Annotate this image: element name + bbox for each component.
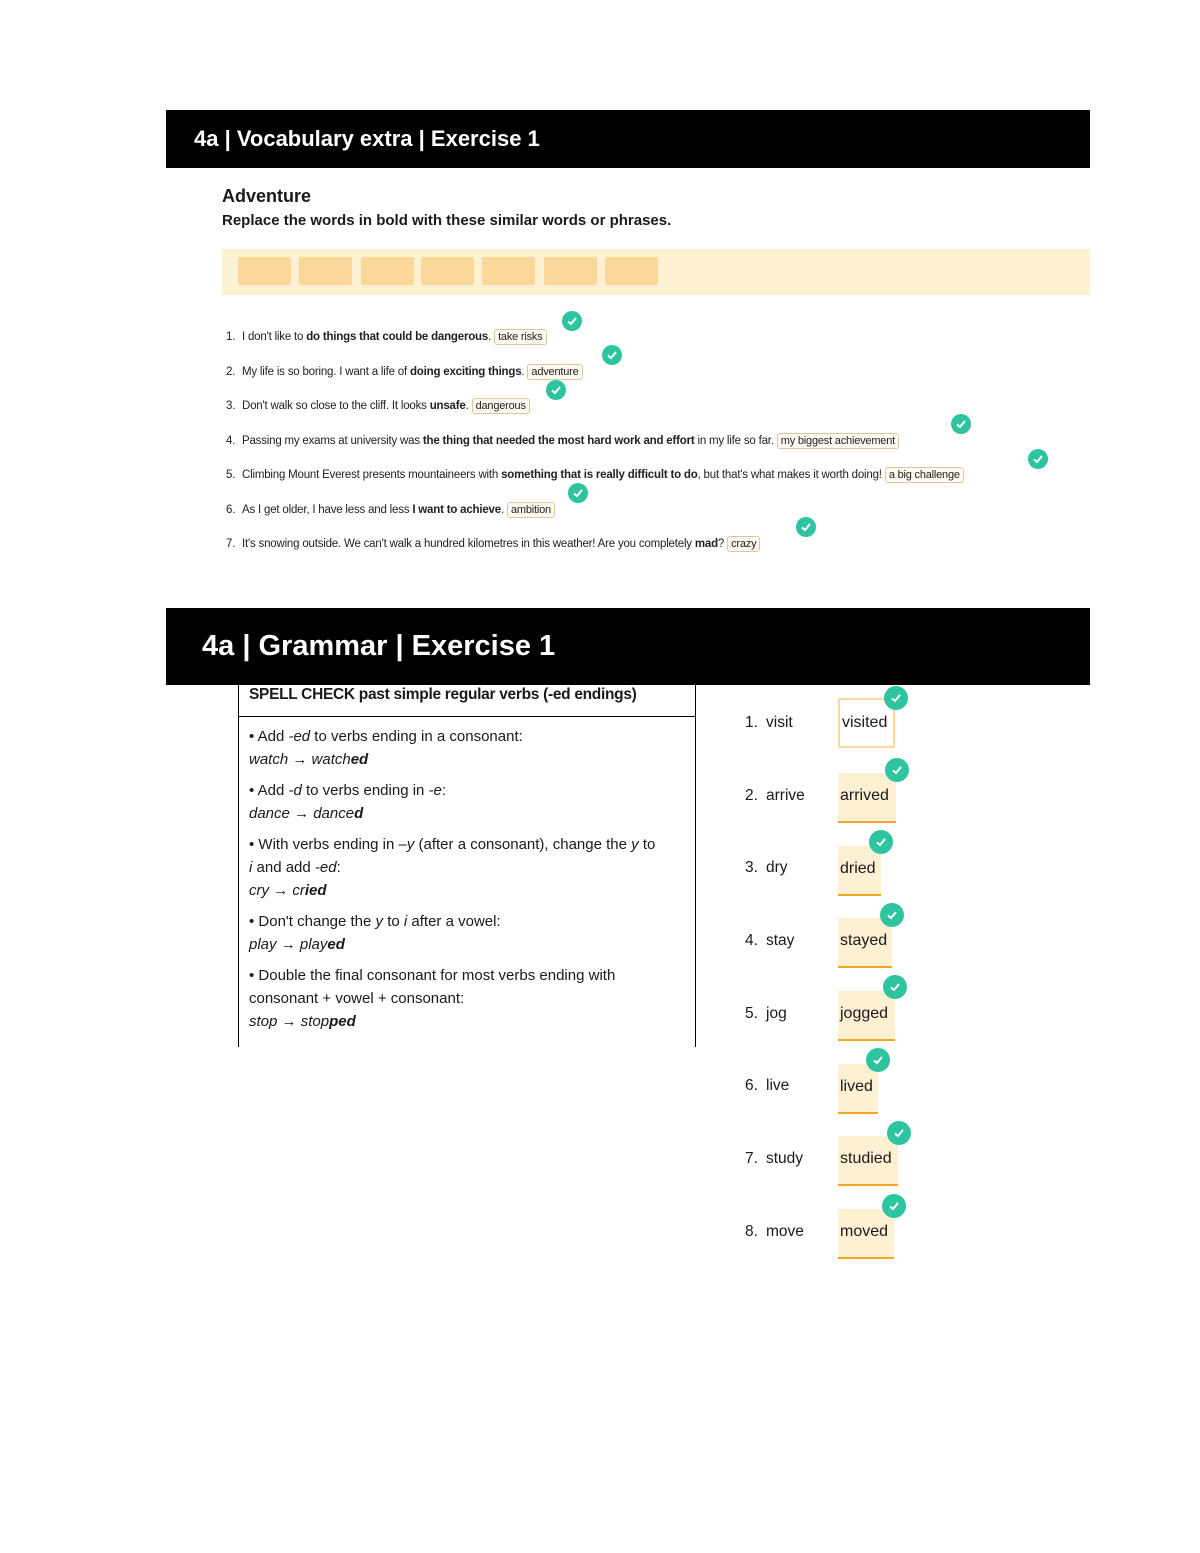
item-text: .	[488, 331, 492, 343]
item-number: 7.	[745, 1150, 758, 1167]
item-number: 7.	[226, 538, 236, 550]
item-number: 5.	[745, 1005, 758, 1022]
check-circle-icon	[883, 975, 907, 999]
word-chip[interactable]	[605, 257, 658, 285]
rule-item	[239, 725, 695, 771]
vocab-item	[226, 329, 547, 345]
vocab-item	[226, 536, 760, 552]
rule-emphasis: y	[406, 836, 415, 853]
example-stem: play	[299, 936, 328, 953]
check-circle-icon	[885, 758, 909, 782]
item-text: It's snowing outside. We can't walk a hundred kilometres in this weather! Are you completely	[242, 538, 695, 550]
item-text: Passing my exams at university was	[242, 435, 423, 447]
example-base: watch	[249, 751, 289, 768]
rule-text: • Add	[249, 728, 289, 745]
item-text: As I get older, I have less and less	[242, 504, 413, 516]
section-title: Adventure	[222, 186, 312, 206]
rules-title: SPELL CHECK past simple regular verbs (-ed endings)	[239, 685, 695, 717]
verb-item	[745, 1223, 804, 1241]
verb-item	[745, 859, 788, 877]
item-text: ?	[717, 538, 725, 550]
check-circle-icon	[568, 483, 588, 503]
bold-phrase: the thing that needed the most hard work and effort	[422, 435, 695, 447]
item-number: 3.	[226, 400, 236, 412]
word-chip[interactable]	[299, 257, 352, 285]
verb-item	[745, 932, 794, 950]
check-circle-icon	[887, 1121, 911, 1145]
base-verb: study	[766, 1150, 804, 1167]
verb-item	[745, 1150, 803, 1168]
arrow: →	[269, 882, 293, 899]
answer-box[interactable]: dangerous	[472, 398, 530, 414]
answer-field[interactable]: stayed	[838, 918, 892, 968]
bold-phrase: I want to achieve	[412, 504, 501, 516]
answer-box[interactable]: ambition	[507, 502, 555, 518]
item-number: 6.	[226, 504, 236, 516]
item-text: I don't like to	[242, 331, 307, 343]
item-text: My life is so boring. I want a life of	[242, 366, 410, 378]
word-chip[interactable]	[421, 257, 474, 285]
rule-emphasis: y	[631, 836, 639, 853]
answer-field[interactable]: lived	[838, 1064, 878, 1114]
vocabulary-banner: 4a | Vocabulary extra | Exercise 1	[166, 110, 1090, 168]
verb-item	[745, 1077, 789, 1095]
answer-field[interactable]: studied	[838, 1136, 898, 1186]
example-stem: cr	[292, 882, 305, 899]
bold-phrase: unsafe	[429, 400, 466, 412]
item-text: Climbing Mount Everest presents mountaineers with	[242, 469, 502, 481]
answer-field[interactable]: moved	[838, 1209, 894, 1259]
item-number: 4.	[226, 435, 236, 447]
rule-text: :	[336, 859, 341, 876]
item-number: 6.	[745, 1077, 758, 1094]
vocab-item	[226, 398, 530, 414]
item-number: 3.	[745, 859, 758, 876]
answer-box[interactable]: crazy	[727, 536, 760, 552]
rule-text: • Don't change the	[249, 913, 376, 930]
check-circle-icon	[796, 517, 816, 537]
bold-phrase: something that is really difficult to do	[501, 469, 698, 481]
base-verb: jog	[766, 1005, 787, 1022]
rule-text: to verbs ending in a consonant:	[310, 728, 523, 745]
verb-item	[745, 787, 805, 805]
item-text: .	[521, 366, 525, 378]
item-text: .	[465, 400, 469, 412]
arrow: →	[276, 936, 300, 953]
arrow: →	[277, 1013, 301, 1030]
item-text: Don't walk so close to the cliff. It looks	[242, 400, 430, 412]
base-verb: move	[766, 1223, 804, 1240]
rule-text: • Add	[249, 782, 289, 799]
check-circle-icon	[882, 1194, 906, 1218]
check-circle-icon	[562, 311, 582, 331]
rule-emphasis: -e	[428, 782, 442, 799]
word-bank	[222, 249, 1090, 295]
rule-text: • Double the final consonant for most verbs ending with	[249, 967, 616, 984]
item-number: 1.	[745, 714, 758, 731]
example-ending: ped	[329, 1013, 356, 1030]
bold-phrase: do things that could be dangerous	[306, 331, 489, 343]
word-chip[interactable]	[482, 257, 535, 285]
check-circle-icon	[869, 830, 893, 854]
spell-check-box	[238, 685, 696, 1047]
answer-field[interactable]: visited	[838, 698, 895, 748]
rule-emphasis: y	[375, 913, 384, 930]
base-verb: live	[766, 1077, 790, 1094]
arrow: →	[289, 805, 314, 822]
check-circle-icon	[602, 345, 622, 365]
arrow: →	[288, 751, 312, 768]
item-number: 1.	[226, 331, 236, 343]
example-base: dance	[249, 805, 290, 822]
example-base: stop	[249, 1013, 278, 1030]
rule-text: to	[383, 913, 404, 930]
answer-box[interactable]: adventure	[527, 364, 582, 380]
rule-emphasis: -ed	[288, 728, 311, 745]
example-ending: ied	[304, 882, 327, 899]
check-circle-icon	[951, 414, 971, 434]
vocab-item	[226, 502, 555, 518]
answer-field[interactable]: dried	[838, 846, 881, 896]
rule-item	[239, 910, 695, 956]
check-circle-icon	[866, 1048, 890, 1072]
check-circle-icon	[1028, 449, 1048, 469]
check-circle-icon	[884, 686, 908, 710]
item-number: 4.	[745, 932, 758, 949]
rule-text: (after a consonant), change the	[414, 836, 632, 853]
word-chip[interactable]	[361, 257, 414, 285]
item-number: 5.	[226, 469, 236, 481]
rule-text: :	[441, 782, 447, 799]
rule-emphasis: i	[249, 859, 253, 876]
bold-phrase: doing exciting things	[409, 366, 522, 378]
answer-field[interactable]: jogged	[838, 991, 895, 1041]
example-stem: stop	[300, 1013, 330, 1030]
bold-phrase: mad	[694, 538, 718, 550]
item-text: .	[500, 504, 504, 516]
rule-text: to	[638, 836, 656, 853]
rule-text: to verbs ending in	[301, 782, 429, 799]
vocab-item	[226, 467, 964, 483]
check-circle-icon	[880, 903, 904, 927]
check-circle-icon	[546, 380, 566, 400]
example-stem: watch	[311, 751, 351, 768]
rule-text: consonant + vowel + consonant:	[249, 990, 465, 1007]
base-verb: dry	[766, 859, 788, 876]
rule-emphasis: -ed	[314, 859, 337, 876]
base-verb: arrive	[766, 787, 805, 804]
item-text: , but that's what makes it worth doing!	[697, 469, 882, 481]
example-stem: dance	[313, 805, 355, 822]
example-ending: ed	[327, 936, 345, 953]
verb-item	[745, 714, 793, 732]
rule-emphasis: -d	[288, 782, 302, 799]
rule-text: and add	[252, 859, 315, 876]
vocab-item	[226, 364, 583, 380]
verb-item	[745, 1005, 787, 1023]
example-ending: ed	[350, 751, 369, 768]
instruction-text: Replace the words in bold with these similar words or phrases.	[222, 212, 672, 229]
rule-item	[239, 964, 695, 1033]
base-verb: stay	[766, 932, 795, 949]
example-base: play	[249, 936, 277, 953]
grammar-banner: 4a | Grammar | Exercise 1	[166, 608, 1090, 685]
answer-box[interactable]: my biggest achievement	[777, 433, 899, 449]
item-number: 2.	[226, 366, 236, 378]
rule-emphasis: i	[403, 913, 408, 930]
rule-item	[239, 833, 695, 902]
rule-text: • With verbs ending in –	[249, 836, 407, 853]
answer-field[interactable]: arrived	[838, 773, 896, 823]
word-chip[interactable]	[238, 257, 291, 285]
item-number: 2.	[745, 787, 758, 804]
rule-item	[239, 779, 695, 825]
rule-text: after a vowel:	[407, 913, 501, 930]
word-chip[interactable]	[544, 257, 597, 285]
answer-box[interactable]: take risks	[494, 329, 546, 345]
answer-box[interactable]: a big challenge	[885, 467, 964, 483]
item-number: 8.	[745, 1223, 758, 1240]
example-base: cry	[249, 882, 269, 899]
base-verb: visit	[766, 714, 793, 731]
item-text: in my life so far.	[694, 435, 774, 447]
vocab-item	[226, 433, 899, 449]
example-ending: d	[354, 805, 364, 822]
